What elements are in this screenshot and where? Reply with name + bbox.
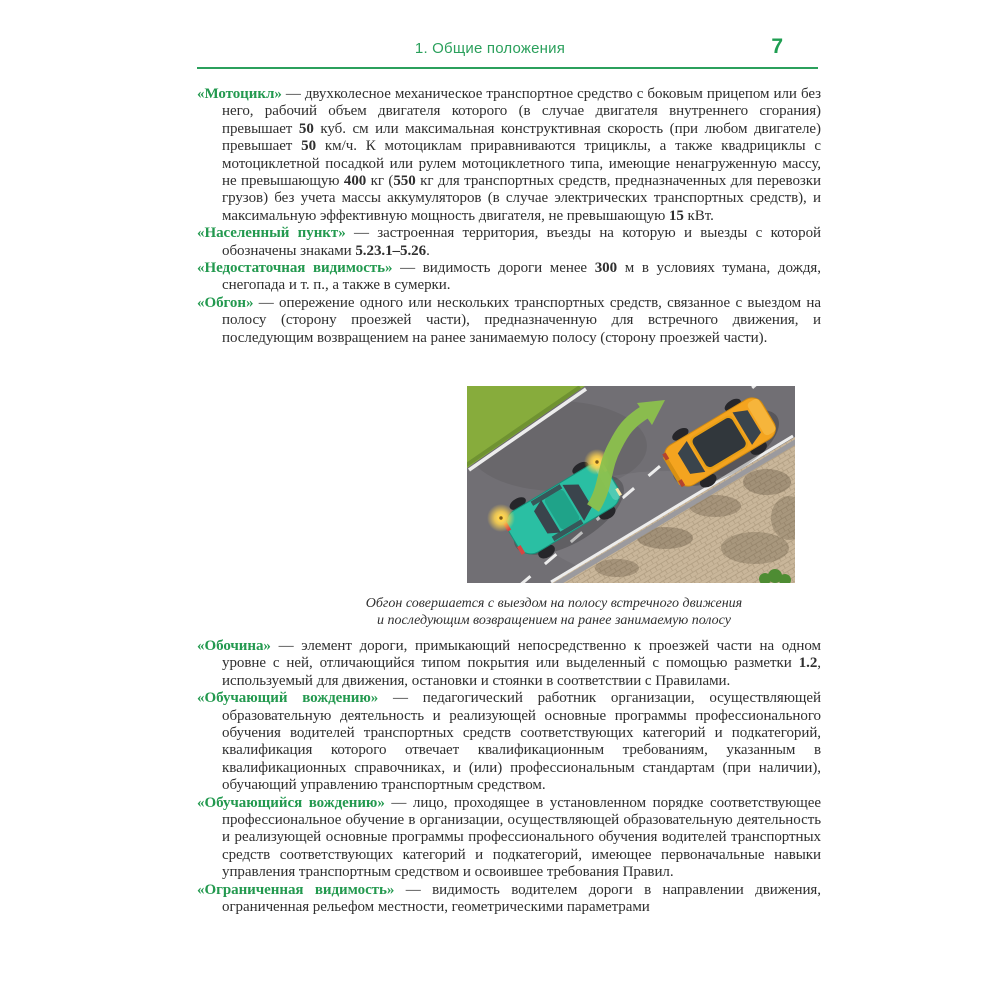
definition-text: — видимость дороги менее <box>392 260 595 277</box>
definition-term: «Обочина» <box>197 638 271 654</box>
definition-number: 550 <box>393 173 416 190</box>
definition-text: кг для транспортных средств, предназначенных для перевозки грузов) без учета массы аккумуляторов (в случае электрических транспортных средств), и максимальную эффективную мощность двигателя, не превышающую <box>222 173 822 224</box>
overtaking-illustration <box>467 386 795 583</box>
definition-text: куб. см или максимальная конструктивная скорость (при любом двигателе) превышает <box>222 120 821 155</box>
definition-paragraph-2 <box>197 225 821 260</box>
caption-line-1: Обгон совершается с выездом на полосу встречного движения <box>365 596 743 611</box>
definition-number: 1.2 <box>798 655 818 672</box>
definition-paragraph-8 <box>197 882 821 917</box>
definition-term: «Мотоцикл» <box>197 86 282 102</box>
definition-text: — педагогический работник организации, осуществляющей образовательную деятельность и реализующей основные программы профессионального обучения водителей транспортных средств соответствующих категорий и подкатегорий, квалификация которого отвечает квалификационным требованиям, указанным в квалификационных справочниках, и (или) профессиональным стандартам (при наличии), обучающий управлению транспортным средством. <box>222 690 821 794</box>
caption-line-2: и последующим возвращением на ранее занимаемую полосу <box>377 612 731 628</box>
illustration-caption <box>280 596 828 629</box>
definition-text: кг ( <box>366 173 394 190</box>
definition-number: 5.23.1–5.26 <box>355 242 427 259</box>
definition-text: — опережение одного или нескольких транспортных средств, связанное с выездом на полосу (сторону проезжей части), предназначенную для встречного движения, и последующим возвращением на ранее занимаемую полосу (сторону проезжей части). <box>222 294 821 346</box>
definition-text: км/ч. К мотоциклам приравниваются трициклы, а также квадрициклы с мотоциклетной посадкой или рулем мотоциклетного типа, имеющие ненагруженную массу, не превышающую <box>222 138 821 190</box>
definition-paragraph-3 <box>197 260 821 295</box>
definition-text: — лицо, проходящее в установленном порядке соответствующее профессиональное обучение в организации, осуществляющей образовательную деятельность и реализующей основные программы профессионального обучения водителей транспортных средств соответствующих категорий и подкатегорий, имеющее первоначальные навыки управления транспортным средством и освоившее требования Правил. <box>222 794 821 881</box>
definition-text: — элемент дороги, примыкающий непосредственно к проезжей части на одном уровне с ней, отличающийся типом покрытия или выделенный с помощью разметки <box>222 638 821 672</box>
definition-paragraph-6 <box>197 690 821 794</box>
page-number: 7 <box>771 35 783 58</box>
definition-term: «Ограниченная видимость» <box>197 881 395 898</box>
definition-paragraph-7 <box>197 795 821 882</box>
definition-text: — видимость водителем дороги в направлении движения, ограниченная рельефом местности, геометрическими параметрами <box>222 881 821 916</box>
definitions-block-1 <box>197 86 821 347</box>
definition-number: 15 <box>668 207 684 224</box>
definition-term: «Недостаточная видимость» <box>197 260 393 277</box>
definition-text: кВт. <box>683 207 714 224</box>
definition-paragraph-1 <box>197 86 821 225</box>
definition-number: 50 <box>301 138 317 155</box>
definition-paragraph-5 <box>197 638 821 690</box>
definition-term: «Обучающийся вождению» <box>197 794 385 811</box>
definition-text: — застроенная территория, въезды на которую и выезды с которой обозначены знаками <box>222 225 821 259</box>
definition-text: . <box>426 242 430 259</box>
definitions-block-2 <box>197 638 821 917</box>
definition-paragraph-4 <box>197 295 821 347</box>
definition-text: — двухколесное механическое транспортное средство с боковым прицепом или без него, рабочий объем двигателя которого (в случае двигателя внутреннего сгорания) превышает <box>222 86 821 137</box>
definition-text: м в условиях тумана, дождя, снегопада и т. п., а также в сумерки. <box>222 260 821 294</box>
overtaking-scene-svg <box>467 386 795 583</box>
definition-number: 300 <box>594 260 618 277</box>
definition-term: «Обгон» <box>197 294 254 311</box>
header-rule <box>197 67 818 69</box>
definition-term: «Обучающий вождению» <box>197 690 379 707</box>
section-title: 1. Общие положения <box>414 40 566 57</box>
definition-term: «Населенный пункт» <box>197 225 346 242</box>
definition-number: 50 <box>298 120 314 137</box>
definition-number: 400 <box>343 173 367 190</box>
definition-text: , используемый для движения, остановки и стоянки в соответствии с Правилами. <box>222 655 821 689</box>
